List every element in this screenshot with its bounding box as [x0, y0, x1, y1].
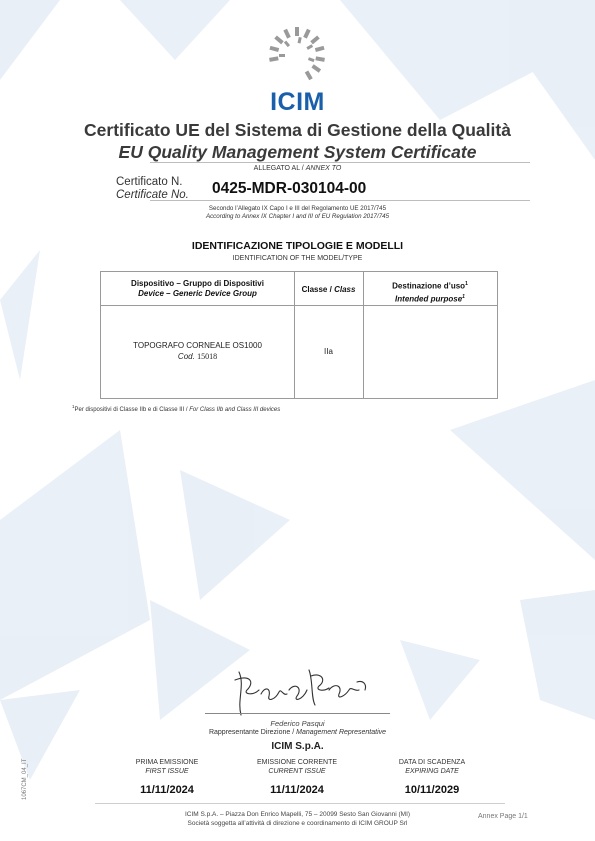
device-code-label: Cod. [177, 352, 195, 361]
dates-divider [95, 803, 505, 804]
certificate-divider [150, 200, 530, 201]
first-issue-block [92, 758, 242, 796]
title-english: EU Quality Management System Certificate [118, 142, 477, 162]
footnote-en: For Class IIb and Class III devices [189, 407, 281, 413]
footnote [72, 404, 280, 413]
document-code: 1067CM_04_IT [22, 758, 28, 800]
header-class-en: Class [334, 285, 356, 294]
signer-role-en: Management Representative [296, 729, 387, 736]
regulation-english: According to Annex IX Chapter I and III of EU Regulation 2017/745 [205, 213, 390, 220]
expiry-label-it: DATA DI SCADENZA [398, 759, 466, 766]
header-purpose-footnote-mark: 1 [465, 281, 468, 287]
model-table [100, 271, 498, 399]
signature-line [205, 713, 390, 714]
expiry-date: 10/11/2029 [404, 784, 460, 796]
certificate-label-en: Certificate No. [116, 189, 189, 201]
handwritten-signature [225, 660, 375, 720]
footnote-mark: 1 [72, 404, 75, 409]
device-class: IIa [324, 347, 333, 356]
table-row [101, 340, 294, 362]
header-purpose-it: Destinazione d’uso [392, 281, 466, 291]
header-purpose-en-footnote-mark: 1 [462, 293, 465, 300]
expiry-label-en: EXPIRING DATE [405, 768, 459, 775]
signer-name: Federico Pasqui [270, 719, 325, 728]
page-number: Annex Page 1/1 [478, 813, 528, 820]
first-issue-date: 11/11/2024 [140, 784, 194, 796]
annex-to [0, 165, 595, 172]
certificate-label-it: Certificato N. [116, 176, 183, 188]
header-device-it: Dispositivo – Gruppo di Dispositivi [131, 279, 264, 288]
annex-en: ANNEX TO [305, 165, 342, 172]
table-header-device [101, 279, 294, 299]
header-class-it: Classe / [301, 285, 332, 294]
logo-text: ICIM [270, 88, 325, 116]
current-issue-label-it: EMISSIONE CORRENTE [256, 759, 338, 766]
certificate-label [116, 176, 189, 202]
identification-subtitle: IDENTIFICATION OF THE MODEL/TYPE [232, 255, 363, 262]
first-issue-label-it: PRIMA EMISSIONE [135, 759, 199, 766]
footnote-it: Per dispositivi di Classe IIb e di Classe III / [74, 407, 188, 413]
signer-role [0, 729, 595, 736]
header-device-en: Device – Generic Device Group [138, 289, 257, 298]
table-header-purpose [363, 279, 497, 304]
company-name: ICIM S.p.A. [271, 741, 324, 752]
address-line-2: Società soggetta all’attività di direzione e coordinamento di ICIM GROUP Srl [187, 820, 408, 827]
certificate-number: 0425-MDR-030104-00 [212, 180, 367, 197]
signer-role-it: Rappresentante Direzione / [208, 729, 295, 736]
identification-title: IDENTIFICAZIONE TIPOLOGIE E MODELLI [191, 240, 404, 252]
device-code-value: 15018 [197, 352, 218, 361]
title-italian: Certificato UE del Sistema di Gestione della Qualità [84, 120, 511, 140]
current-issue-block [222, 758, 372, 796]
current-issue-date: 11/11/2024 [270, 784, 324, 796]
expiry-block [357, 758, 507, 796]
header-purpose-en: Intended purpose [395, 294, 463, 304]
annex-prefix: ALLEGATO AL / [253, 165, 304, 172]
table-header-divider [101, 305, 497, 306]
first-issue-label-en: FIRST ISSUE [145, 768, 189, 775]
table-header-class [294, 285, 363, 295]
current-issue-label-en: CURRENT ISSUE [268, 768, 326, 775]
device-name: TOPOGRAFO CORNEALE OS1000 [133, 341, 262, 350]
title-divider [150, 162, 530, 163]
address-line-1: ICIM S.p.A. – Piazza Don Enrico Mapelli, 75 – 20099 Sesto San Giovanni (MI) [184, 811, 411, 818]
regulation-italian: Secondo l’Allegato IX Capo I e III del Regolamento UE 2017/745 [208, 205, 387, 212]
